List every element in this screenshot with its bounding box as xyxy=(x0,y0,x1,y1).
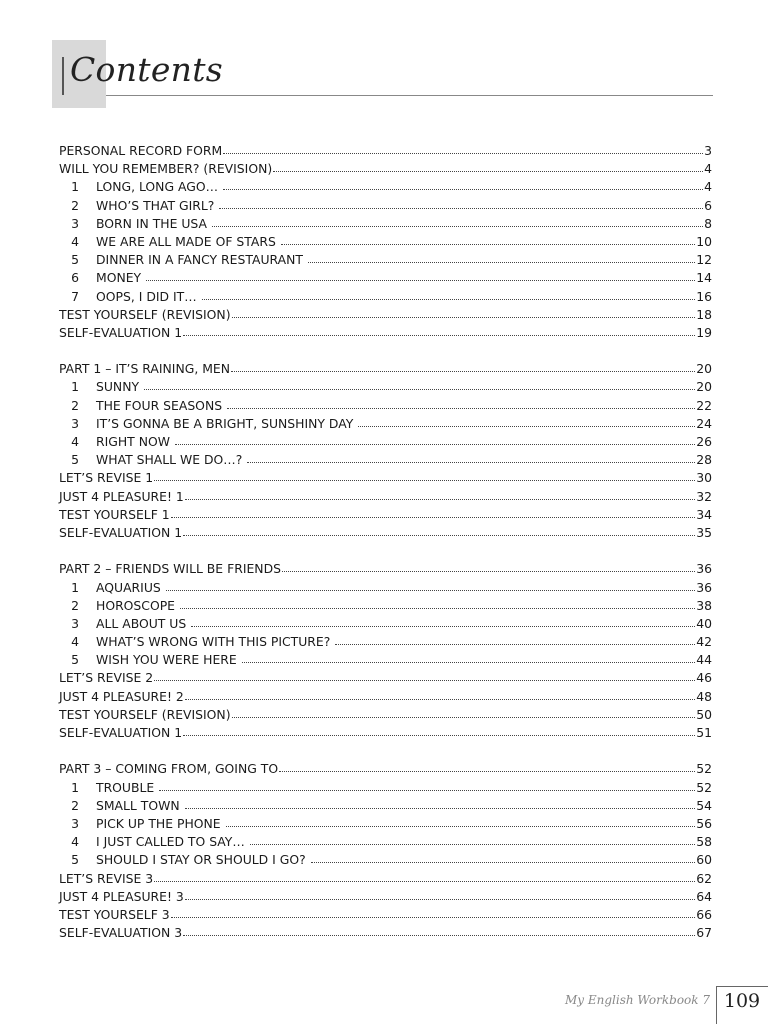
dot-leader xyxy=(159,789,695,791)
dot-leader xyxy=(247,461,695,463)
dot-leader xyxy=(185,698,695,700)
toc-entry-label: SUNNY xyxy=(96,379,140,395)
toc-entry-label: LET’S REVISE 3 xyxy=(59,870,154,886)
toc-entry-page: 20 xyxy=(696,379,712,395)
toc-entry-page: 16 xyxy=(696,288,712,304)
toc-entry xyxy=(59,160,712,178)
toc-entry-page: 54 xyxy=(696,797,712,813)
section-gap xyxy=(59,342,712,360)
toc-subentry xyxy=(59,651,712,669)
toc-entry xyxy=(59,560,712,578)
toc-entry-number: 5 xyxy=(71,852,79,868)
toc-entry-label: JUST 4 PLEASURE! 1 xyxy=(59,488,184,504)
toc-entry xyxy=(59,142,712,160)
toc-entry-page: 14 xyxy=(696,270,712,286)
toc-entry-number: 1 xyxy=(71,379,79,395)
title-accent-bar xyxy=(62,57,64,95)
toc-entry-label: THE FOUR SEASONS xyxy=(96,397,223,413)
toc-entry-page: 51 xyxy=(696,725,712,740)
toc-entry-label: WHAT SHALL WE DO…? xyxy=(96,452,243,468)
toc-entry-label: TEST YOURSELF (REVISION) xyxy=(59,706,231,722)
toc-entry-label: SELF-EVALUATION 1 xyxy=(59,524,183,540)
dot-leader xyxy=(183,934,695,936)
toc-entry-page: 35 xyxy=(696,524,712,540)
toc-entry xyxy=(59,488,712,506)
dot-leader xyxy=(191,625,695,627)
footer-page-number: 109 xyxy=(723,990,761,1012)
toc-entry-label: DINNER IN A FANCY RESTAURANT xyxy=(96,252,303,268)
toc-entry-number: 2 xyxy=(71,397,79,413)
toc-subentry xyxy=(59,251,712,269)
toc-entry-label: WISH YOU WERE HERE xyxy=(96,652,237,668)
toc-subentry xyxy=(59,415,712,433)
toc-entry-label: AQUARIUS xyxy=(96,579,161,595)
toc-entry-label: ALL ABOUT US xyxy=(96,615,187,631)
dot-leader xyxy=(171,916,696,918)
dot-leader xyxy=(232,316,696,318)
dot-leader xyxy=(311,861,696,863)
toc-subentry xyxy=(59,797,712,815)
toc-entry xyxy=(59,524,712,542)
toc-entry-label: WHAT’S WRONG WITH THIS PICTURE? xyxy=(96,634,331,650)
toc-entry-page: 36 xyxy=(696,561,712,577)
dot-leader xyxy=(231,370,695,372)
toc-entry-number: 2 xyxy=(71,797,79,813)
toc-entry-label: PART 1 – IT’S RAINING, MEN xyxy=(59,361,230,377)
toc-entry-page: 28 xyxy=(696,452,712,468)
toc-entry-label: TEST YOURSELF 1 xyxy=(59,506,170,522)
toc-entry-page: 40 xyxy=(696,615,712,631)
dot-leader xyxy=(250,843,695,845)
toc-entry-label: PART 3 – COMING FROM, GOING TO xyxy=(59,761,279,777)
toc-entry-label: LET’S REVISE 2 xyxy=(59,670,154,686)
toc-subentry xyxy=(59,579,712,597)
toc-entry-number: 4 xyxy=(71,634,79,650)
toc-entry-page: 56 xyxy=(696,815,712,831)
section-gap xyxy=(59,742,712,760)
toc-entry-label: BORN IN THE USA xyxy=(96,215,208,231)
dot-leader xyxy=(183,734,695,736)
toc-entry-page: 52 xyxy=(696,761,712,777)
toc-entry-page: 38 xyxy=(696,597,712,613)
toc-entry-label: LONG, LONG AGO… xyxy=(96,179,218,195)
dot-leader xyxy=(212,225,703,227)
toc-entry-page: 3 xyxy=(704,143,712,158)
toc-entry-page: 20 xyxy=(696,361,712,377)
dot-leader xyxy=(223,152,703,154)
dot-leader xyxy=(219,207,703,209)
toc-entry-number: 2 xyxy=(71,597,79,613)
dot-leader xyxy=(223,188,703,190)
toc-entry-number: 3 xyxy=(71,415,79,431)
dot-leader xyxy=(358,425,695,427)
toc-entry-label: JUST 4 PLEASURE! 3 xyxy=(59,888,184,904)
dot-leader xyxy=(175,443,695,445)
toc-entry-label: WHO’S THAT GIRL? xyxy=(96,197,215,213)
toc-entry xyxy=(59,688,712,706)
toc-entry-label: JUST 4 PLEASURE! 2 xyxy=(59,688,184,704)
toc-entry xyxy=(59,706,712,724)
toc-entry xyxy=(59,506,712,524)
toc-entry-page: 8 xyxy=(704,215,712,231)
toc-entry-page: 52 xyxy=(696,779,712,795)
toc-entry xyxy=(59,888,712,906)
dot-leader xyxy=(180,607,695,609)
toc-entry-page: 6 xyxy=(704,197,712,213)
toc-entry-number: 1 xyxy=(71,179,79,195)
toc-entry-page: 58 xyxy=(696,834,712,850)
dot-leader xyxy=(281,243,695,245)
toc-subentry xyxy=(59,451,712,469)
toc-entry-page: 36 xyxy=(696,579,712,595)
toc-entry-page: 60 xyxy=(696,852,712,868)
toc-entry-label: SMALL TOWN xyxy=(96,797,180,813)
footer-book-title: My English Workbook 7 xyxy=(564,993,710,1007)
toc-entry-number: 2 xyxy=(71,197,79,213)
toc-entry-number: 5 xyxy=(71,252,79,268)
toc-entry-number: 3 xyxy=(71,815,79,831)
toc-entry xyxy=(59,469,712,487)
toc-entry-page: 42 xyxy=(696,634,712,650)
section-gap xyxy=(59,542,712,560)
toc-entry-label: TROUBLE xyxy=(96,779,155,795)
toc-entry-page: 67 xyxy=(696,925,712,941)
toc-entry-number: 5 xyxy=(71,652,79,668)
toc-entry-number: 4 xyxy=(71,834,79,850)
toc-entry xyxy=(59,306,712,324)
toc-entry-number: 3 xyxy=(71,615,79,631)
toc-entry-page: 34 xyxy=(696,506,712,522)
toc-entry-label: SELF-EVALUATION 1 xyxy=(59,324,183,340)
toc-entry-page: 24 xyxy=(696,415,712,431)
toc-entry-label: OOPS, I DID IT… xyxy=(96,288,197,304)
toc-subentry xyxy=(59,597,712,615)
toc-entry-page: 32 xyxy=(696,488,712,504)
dot-leader xyxy=(154,679,695,681)
toc-entry-label: SELF-EVALUATION 3 xyxy=(59,925,183,941)
toc-entry-number: 4 xyxy=(71,233,79,249)
toc-subentry xyxy=(59,178,712,196)
toc-entry-page: 50 xyxy=(696,706,712,722)
toc-entry-label: WILL YOU REMEMBER? (REVISION) xyxy=(59,161,273,177)
toc-entry-label: WE ARE ALL MADE OF STARS xyxy=(96,233,276,249)
toc-entry-page: 22 xyxy=(696,397,712,413)
toc-entry-page: 44 xyxy=(696,652,712,668)
toc-entry-label: I JUST CALLED TO SAY… xyxy=(96,834,245,850)
toc-entry-label: TEST YOURSELF (REVISION) xyxy=(59,306,231,322)
toc-entry xyxy=(59,906,712,924)
toc-entry-page: 26 xyxy=(696,434,712,449)
toc-entry-number: 3 xyxy=(71,215,79,231)
dot-leader xyxy=(185,898,695,900)
toc-subentry xyxy=(59,433,712,451)
toc-subentry xyxy=(59,833,712,851)
dot-leader xyxy=(226,825,696,827)
toc-subentry xyxy=(59,378,712,396)
dot-leader xyxy=(282,570,695,572)
toc-entry-page: 18 xyxy=(696,306,712,322)
toc-entry-label: SHOULD I STAY OR SHOULD I GO? xyxy=(96,852,306,868)
toc-entry xyxy=(59,360,712,378)
dot-leader xyxy=(154,880,695,882)
dot-leader xyxy=(273,170,703,172)
dot-leader xyxy=(171,516,696,518)
toc-entry-label: LET’S REVISE 1 xyxy=(59,470,154,486)
toc-entry-page: 46 xyxy=(696,670,712,686)
dot-leader xyxy=(144,388,695,390)
dot-leader xyxy=(185,498,695,500)
toc-entry-label: SELF-EVALUATION 1 xyxy=(59,725,183,740)
dot-leader xyxy=(183,334,695,336)
toc-entry-page: 4 xyxy=(704,179,712,195)
dot-leader xyxy=(335,643,695,645)
toc-subentry xyxy=(59,397,712,415)
toc-entry-number: 1 xyxy=(71,779,79,795)
dot-leader xyxy=(279,770,695,772)
toc-entry-label: MONEY xyxy=(96,270,142,286)
dot-leader xyxy=(308,261,695,263)
dot-leader xyxy=(183,534,695,536)
toc-entry-label: HOROSCOPE xyxy=(96,597,176,613)
dot-leader xyxy=(232,716,696,718)
toc-subentry xyxy=(59,288,712,306)
toc-entry-number: 1 xyxy=(71,579,79,595)
dot-leader xyxy=(185,807,696,809)
dot-leader xyxy=(242,661,695,663)
dot-leader xyxy=(202,298,696,300)
toc-entry xyxy=(59,924,712,942)
toc-entry-number: 5 xyxy=(71,452,79,468)
toc-subentry xyxy=(59,615,712,633)
toc-entry-page: 64 xyxy=(696,888,712,904)
toc-subentry xyxy=(59,233,712,251)
dot-leader xyxy=(154,479,695,481)
toc-entry-page: 12 xyxy=(696,252,712,268)
toc-entry-page: 62 xyxy=(696,870,712,886)
toc-subentry xyxy=(59,779,712,797)
toc-entry-page: 66 xyxy=(696,906,712,922)
toc-subentry xyxy=(59,269,712,287)
toc-entry-page: 4 xyxy=(704,161,712,177)
toc-subentry xyxy=(59,197,712,215)
toc-subentry xyxy=(59,215,712,233)
toc-entry-label: RIGHT NOW xyxy=(96,434,170,449)
toc-entry-page: 10 xyxy=(696,233,712,249)
toc-entry-label: PICK UP THE PHONE xyxy=(96,815,221,831)
page-title: Contents xyxy=(70,50,224,89)
toc-entry xyxy=(59,669,712,687)
toc-entry-label: TEST YOURSELF 3 xyxy=(59,906,170,922)
toc-subentry xyxy=(59,633,712,651)
dot-leader xyxy=(146,279,695,281)
toc-entry-number: 4 xyxy=(71,434,79,449)
title-divider xyxy=(106,95,713,96)
toc-entry-page: 19 xyxy=(696,324,712,340)
toc-entry xyxy=(59,870,712,888)
toc-entry-number: 7 xyxy=(71,288,79,304)
toc-subentry xyxy=(59,851,712,869)
dot-leader xyxy=(166,589,695,591)
table-of-contents xyxy=(59,142,712,942)
toc-entry xyxy=(59,324,712,342)
toc-entry-page: 48 xyxy=(696,688,712,704)
toc-entry xyxy=(59,724,712,742)
toc-entry xyxy=(59,760,712,778)
toc-entry-label: PERSONAL RECORD FORM xyxy=(59,143,223,158)
toc-entry-number: 6 xyxy=(71,270,79,286)
toc-entry-page: 30 xyxy=(696,470,712,486)
dot-leader xyxy=(227,407,695,409)
toc-entry-label: IT’S GONNA BE A BRIGHT, SUNSHINY DAY xyxy=(96,415,354,431)
toc-entry-label: PART 2 – FRIENDS WILL BE FRIENDS xyxy=(59,561,281,577)
toc-subentry xyxy=(59,815,712,833)
